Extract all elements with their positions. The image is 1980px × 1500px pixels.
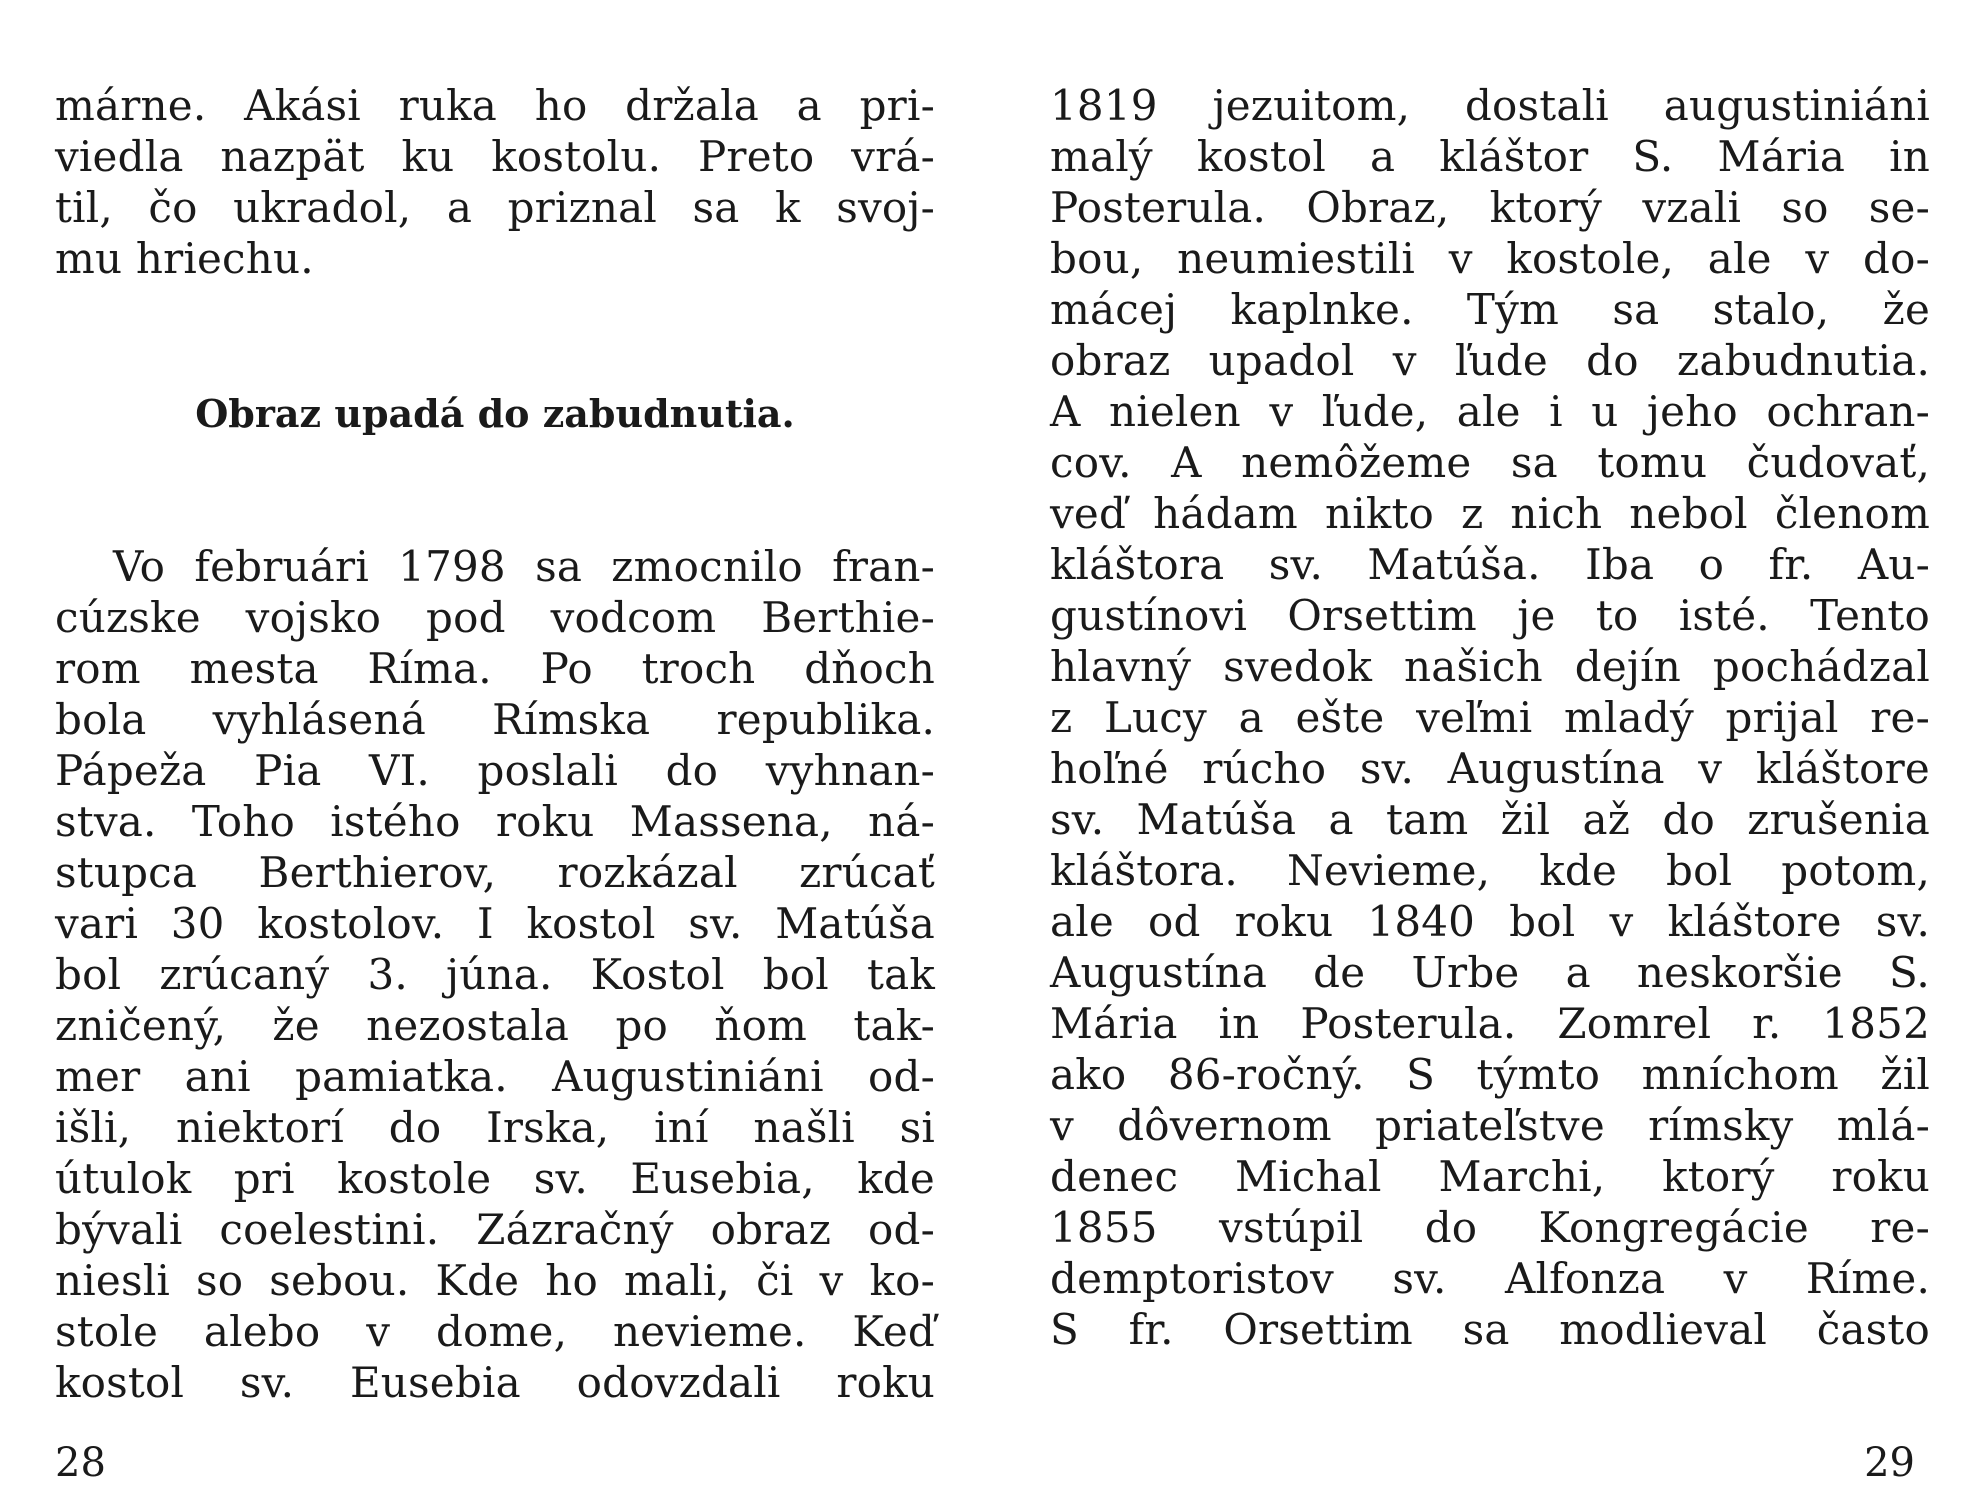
text-line: útulok pri kostole sv. Eusebia, kde [55, 1154, 935, 1203]
text-line: A nielen v ľude, ale i u jeho ochran- [1050, 387, 1930, 436]
right-page [990, 0, 1980, 1500]
text-line: Pápeža Pia VI. poslali do vyhnan- [55, 746, 935, 795]
text-line: Posterula. Obraz, ktorý vzali so se- [1050, 183, 1930, 232]
text-line: ako 86-ročný. S týmto mníchom žil [1050, 1050, 1930, 1099]
text-line: kláštora sv. Matúša. Iba o fr. Au- [1050, 540, 1930, 589]
text-line: bou, neumiestili v kostole, ale v do- [1050, 234, 1930, 283]
text-line: bola vyhlásená Rímska republika. [55, 695, 935, 744]
text-line: Mária in Posterula. Zomrel r. 1852 [1050, 999, 1930, 1048]
text-line: 1819 jezuitom, dostali augustiniáni [1050, 81, 1930, 130]
text-line: mácej kaplnke. Tým sa stalo, že [1050, 285, 1930, 334]
text-line: kláštora. Nevieme, kde bol potom, [1050, 846, 1930, 895]
text-line: ale od roku 1840 bol v kláštore sv. [1050, 897, 1930, 946]
text-line: márne. Akási ruka ho držala a pri- [55, 81, 935, 130]
text-line: viedla nazpät ku kostolu. Preto vrá- [55, 132, 935, 181]
text-line: Vo februári 1798 sa zmocnilo fran- [113, 542, 935, 591]
text-line: gustínovi Orsettim je to isté. Tento [1050, 591, 1930, 640]
right-page-text [1050, 80, 1930, 1355]
text-line: cúzske vojsko pod vodcom Berthie- [55, 593, 935, 642]
text-line: stole alebo v dome, nevieme. Keď [55, 1307, 935, 1356]
text-line: cov. A nemôžeme sa tomu čudovať, [1050, 438, 1930, 487]
text-line: obraz upadol v ľude do zabudnutia. [1050, 336, 1930, 385]
page-number: 29 [1864, 1440, 1915, 1486]
text-line: denec Michal Marchi, ktorý roku [1050, 1152, 1930, 1201]
text-line: vari 30 kostolov. I kostol sv. Matúša [55, 899, 935, 948]
text-line: hoľné rúcho sv. Augustína v kláštore [1050, 744, 1930, 793]
text-line: sv. Matúša a tam žil až do zrušenia [1050, 795, 1930, 844]
text-line: 1855 vstúpil do Kongregácie re- [1050, 1203, 1930, 1252]
page-number: 28 [55, 1440, 106, 1486]
text-line: veď hádam nikto z nich nebol členom [1050, 489, 1930, 538]
text-line: hlavný svedok našich dejín pochádzal [1050, 642, 1930, 691]
text-line: bývali coelestini. Zázračný obraz od- [55, 1205, 935, 1254]
text-line: išli, niektorí do Irska, iní našli si [55, 1103, 935, 1152]
text-line: stupca Berthierov, rozkázal zrúcať [55, 848, 935, 897]
text-line: S fr. Orsettim sa modlieval často [1050, 1305, 1930, 1354]
text-line: bol zrúcaný 3. júna. Kostol bol tak [55, 950, 935, 999]
text-line: til, čo ukradol, a priznal sa k svoj- [55, 183, 935, 232]
text-line: malý kostol a kláštor S. Mária in [1050, 132, 1930, 181]
text-line: zničený, že nezostala po ňom tak- [55, 1001, 935, 1050]
text-line: mu hriechu. [55, 234, 314, 283]
text-line: z Lucy a ešte veľmi mladý prijal re- [1050, 693, 1930, 742]
text-line: Augustína de Urbe a neskoršie S. [1050, 948, 1930, 997]
text-line: mer ani pamiatka. Augustiniáni od- [55, 1052, 935, 1101]
text-line: niesli so sebou. Kde ho mali, či v ko- [55, 1256, 935, 1305]
text-line: v dôvernom priateľstve rímsky mlá- [1050, 1101, 1930, 1150]
text-line: rom mesta Ríma. Po troch dňoch [55, 644, 935, 693]
text-line: kostol sv. Eusebia odovzdali roku [55, 1358, 935, 1407]
left-page-text [55, 80, 935, 1408]
text-line: stva. Toho istého roku Massena, ná- [55, 797, 935, 846]
text-line: demptoristov sv. Alfonza v Ríme. [1050, 1254, 1930, 1303]
section-heading: Obraz upadá do zabudnutia. [195, 391, 795, 436]
